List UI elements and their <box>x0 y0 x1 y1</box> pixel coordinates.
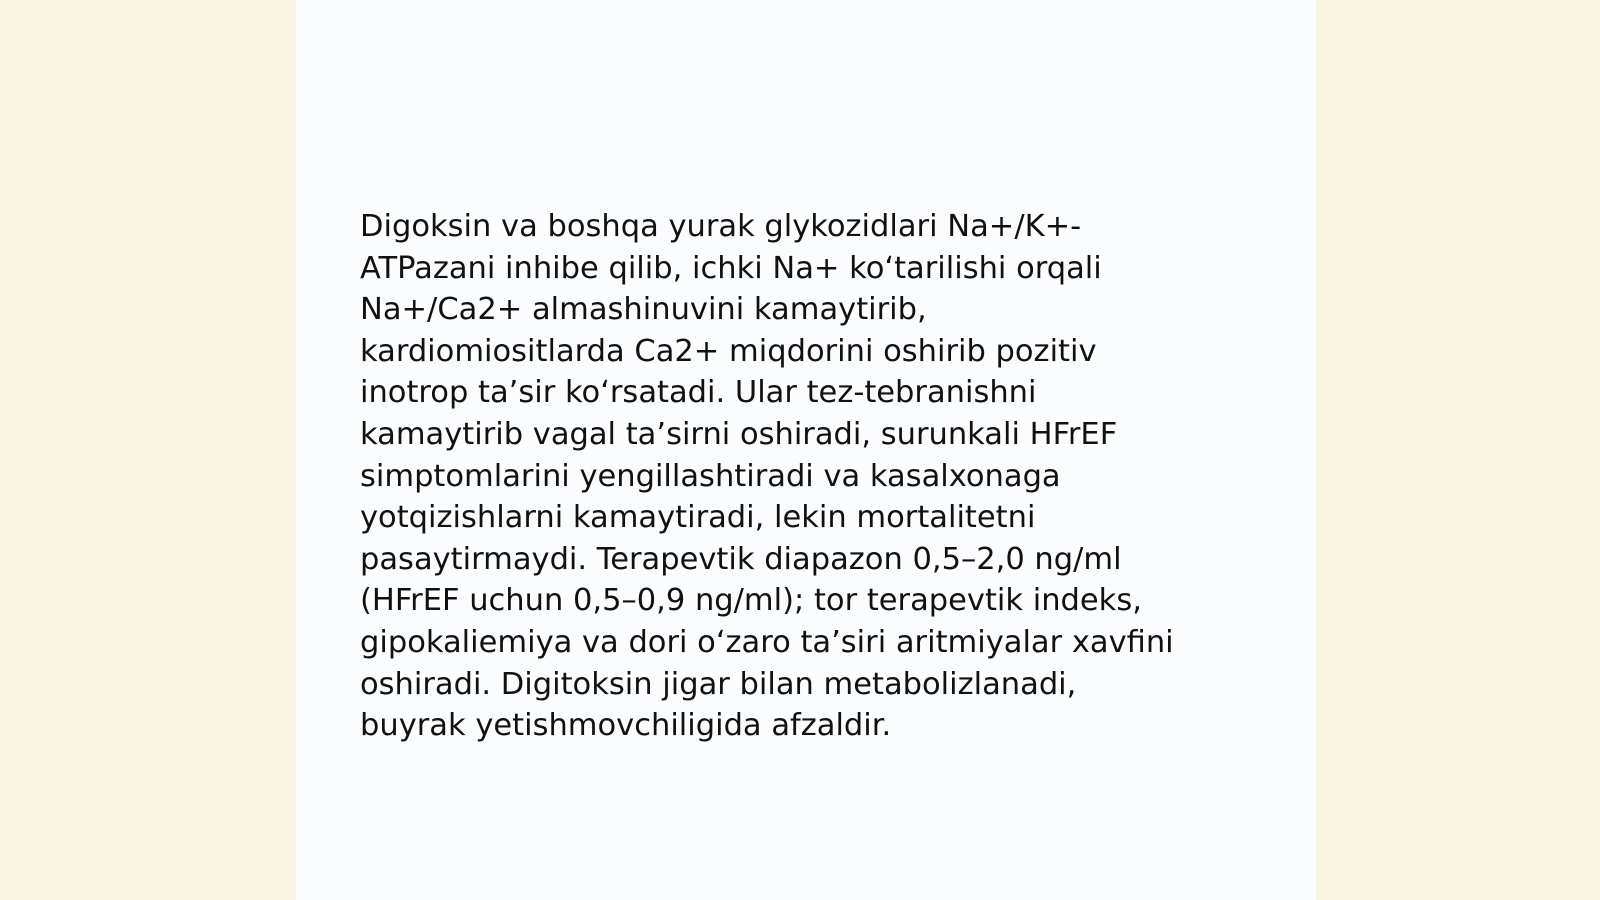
slide <box>296 0 1316 900</box>
right-margin <box>1316 0 1600 900</box>
left-margin <box>0 0 296 900</box>
slide-body-text: Digoksin va boshqa yurak glykozidlari Na+/K+- ATPazani inhibe qilib, ichki Na+ ko‘tarilishi orqali Na+/Ca2+ almashinuvini kamaytirib, kardiomiositlarda Ca2+ miqdorini oshirib pozitiv inotrop ta’sir ko‘rsatadi. Ular tez-tebranishni kamaytirib vagal ta’sirni oshiradi, surunkali HFrEF simptomlarini yengillashtiradi va kasalxonaga yotqizishlarni kamaytiradi, lekin mortalitetni pasaytirmaydi. Terapevtik diapazon 0,5–2,0 ng/ml (HFrEF uchun 0,5–0,9 ng/ml); tor terapevtik indeks, gipokaliemiya va dori o‘zaro ta’siri aritmiyalar xavfini oshiradi. Digitoksin jigar bilan metabolizlanadi, buyrak yetishmovchiligida afzaldir. <box>360 209 1174 744</box>
